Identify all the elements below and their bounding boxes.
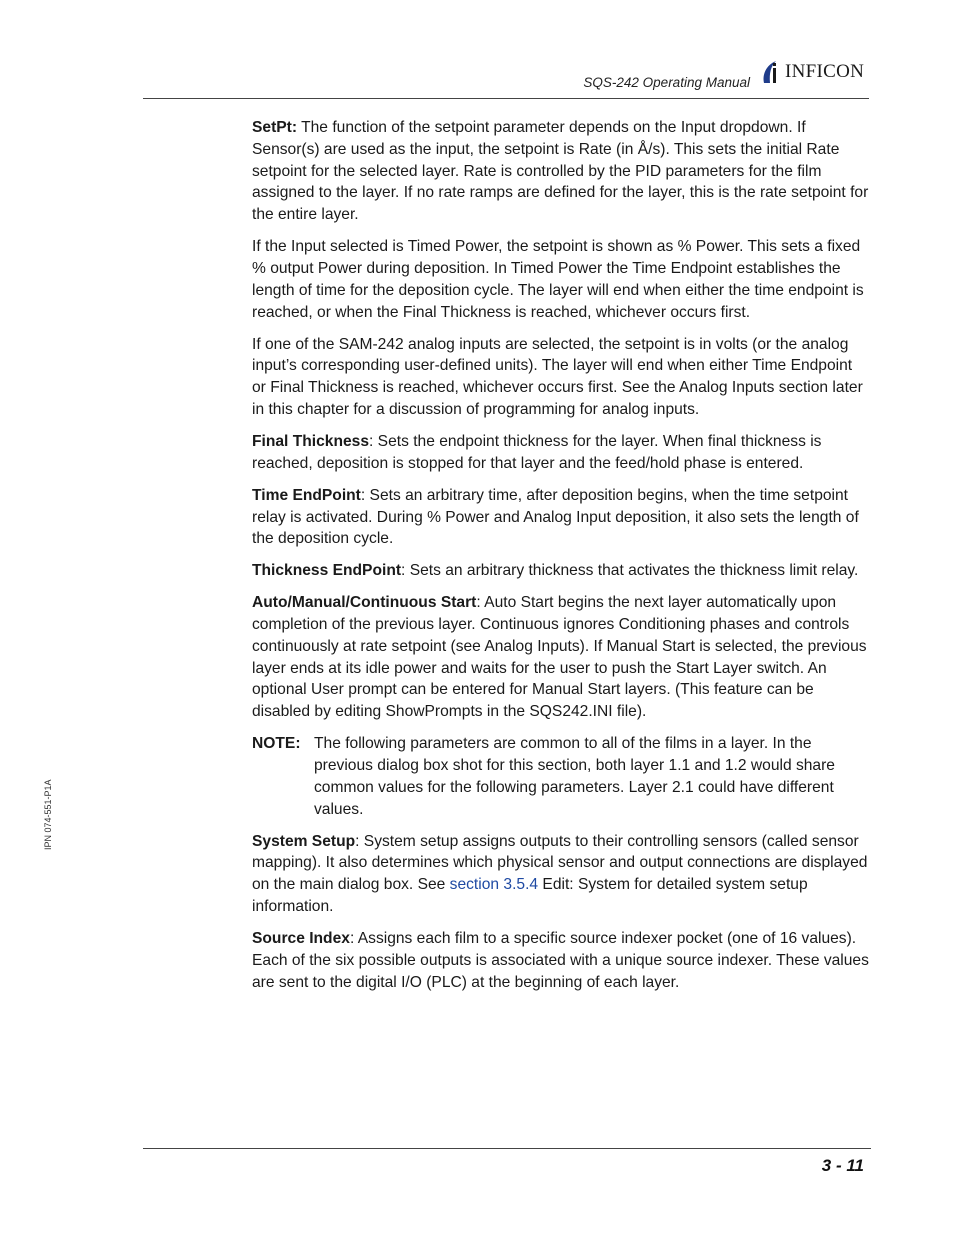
- footer-rule: [143, 1148, 871, 1149]
- time-endpoint-term: Time EndPoint: [252, 486, 361, 504]
- manual-title: SQS-242 Operating Manual: [583, 75, 750, 90]
- source-index-term: Source Index: [252, 929, 350, 947]
- header-rule: [143, 98, 869, 99]
- note-label: NOTE:: [252, 735, 301, 753]
- thickness-endpoint-paragraph: [252, 560, 870, 582]
- setpt-paragraph: [252, 117, 870, 226]
- time-endpoint-text: : Sets an arbitrary time, after deposition begins, when the time setpoint relay is activated. During % Power and Analog Input deposition, it also sets the length of the deposition cycle.: [252, 486, 859, 548]
- thickness-endpoint-text: : Sets an arbitrary thickness that activates the thickness limit relay.: [401, 562, 859, 580]
- inficon-logo: [760, 58, 864, 86]
- system-setup-text: : System setup assigns outputs to their controlling sensors (called sensor mapping). It also determines which physical sensor and output connections are displayed on the main dialog box. See: [252, 832, 868, 894]
- start-mode-term: Auto/Manual/Continuous Start: [252, 594, 477, 612]
- system-setup-term: System Setup: [252, 832, 356, 850]
- source-index-text: : Assigns each film to a specific source indexer pocket (one of 16 values). Each of the six possible outputs is associated with a unique source indexer. These values are sent to the digital I/O (PLC) at the beginning of each layer.: [252, 929, 869, 991]
- system-setup-text-after: Edit: System for detailed system setup information.: [252, 876, 808, 915]
- start-mode-text: : Auto Start begins the next layer automatically upon completion of the previous layer. Continuous ignores Conditioning phases and controls continuously at rate setpoint (see Analog Inputs). If Manual Start is selected, the previous layer ends at its idle power and waits for the user to push the Start Layer switch. An optional User prompt can be entered for Manual Start layers. (This feature can be disabled by editing ShowPrompts in the SQS242.INI file).: [252, 594, 867, 721]
- page-number: 3 - 11: [821, 1156, 864, 1175]
- start-mode-paragraph: [252, 592, 870, 723]
- page-body: [252, 117, 870, 1004]
- inficon-logo-icon: [760, 59, 784, 85]
- system-setup-paragraph: [252, 831, 870, 918]
- final-thickness-term: Final Thickness: [252, 432, 369, 450]
- timed-power-paragraph: If the Input selected is Timed Power, the setpoint is shown as % Power. This sets a fixed % output Power during deposition. In Timed Power the Time Endpoint establishes the length of time for the deposition cycle. The layer will end when either the time endpoint is reached, or when the Final Thickness is reached, whichever occurs first.: [252, 238, 864, 321]
- final-thickness-paragraph: [252, 431, 870, 475]
- source-index-paragraph: [252, 928, 870, 993]
- analog-inputs-paragraph: If one of the SAM-242 analog inputs are selected, the setpoint is in volts (or the analog input’s corresponding user-defined units). The layer will end when either Time Endpoint or Final Thickness is reached, whichever occurs first. See the Analog Inputs section later in this chapter for a discussion of programming for analog inputs.: [252, 335, 863, 418]
- final-thickness-text: : Sets the endpoint thickness for the layer. When final thickness is reached, deposition is stopped for that layer and the feed/hold phase is entered.: [252, 432, 822, 472]
- time-endpoint-paragraph: [252, 485, 870, 550]
- side-document-code: IPN 074-551-P1A: [43, 779, 53, 850]
- setpt-text: The function of the setpoint parameter depends on the Input dropdown. If Sensor(s) are used as the input, the setpoint is Rate (in Å/s). This sets the initial Rate setpoint for the selected layer. Rate is controlled by the PID parameters for the film assigned to the layer. If no rate ramps are defined for the layer, this is the rate setpoint for the entire layer.: [252, 119, 869, 224]
- note-text: The following parameters are common to all of the films in a layer. In the previous dialog box shot for this section, both layer 1.1 and 1.2 would share common values for the following parameters. Layer 2.1 could have different values.: [314, 735, 835, 818]
- note-block: [252, 733, 870, 820]
- thickness-endpoint-term: Thickness EndPoint: [252, 562, 402, 580]
- section-link[interactable]: section 3.5.4: [449, 876, 539, 894]
- setpt-term: SetPt:: [252, 119, 298, 136]
- logo-text: INFICON: [785, 61, 865, 82]
